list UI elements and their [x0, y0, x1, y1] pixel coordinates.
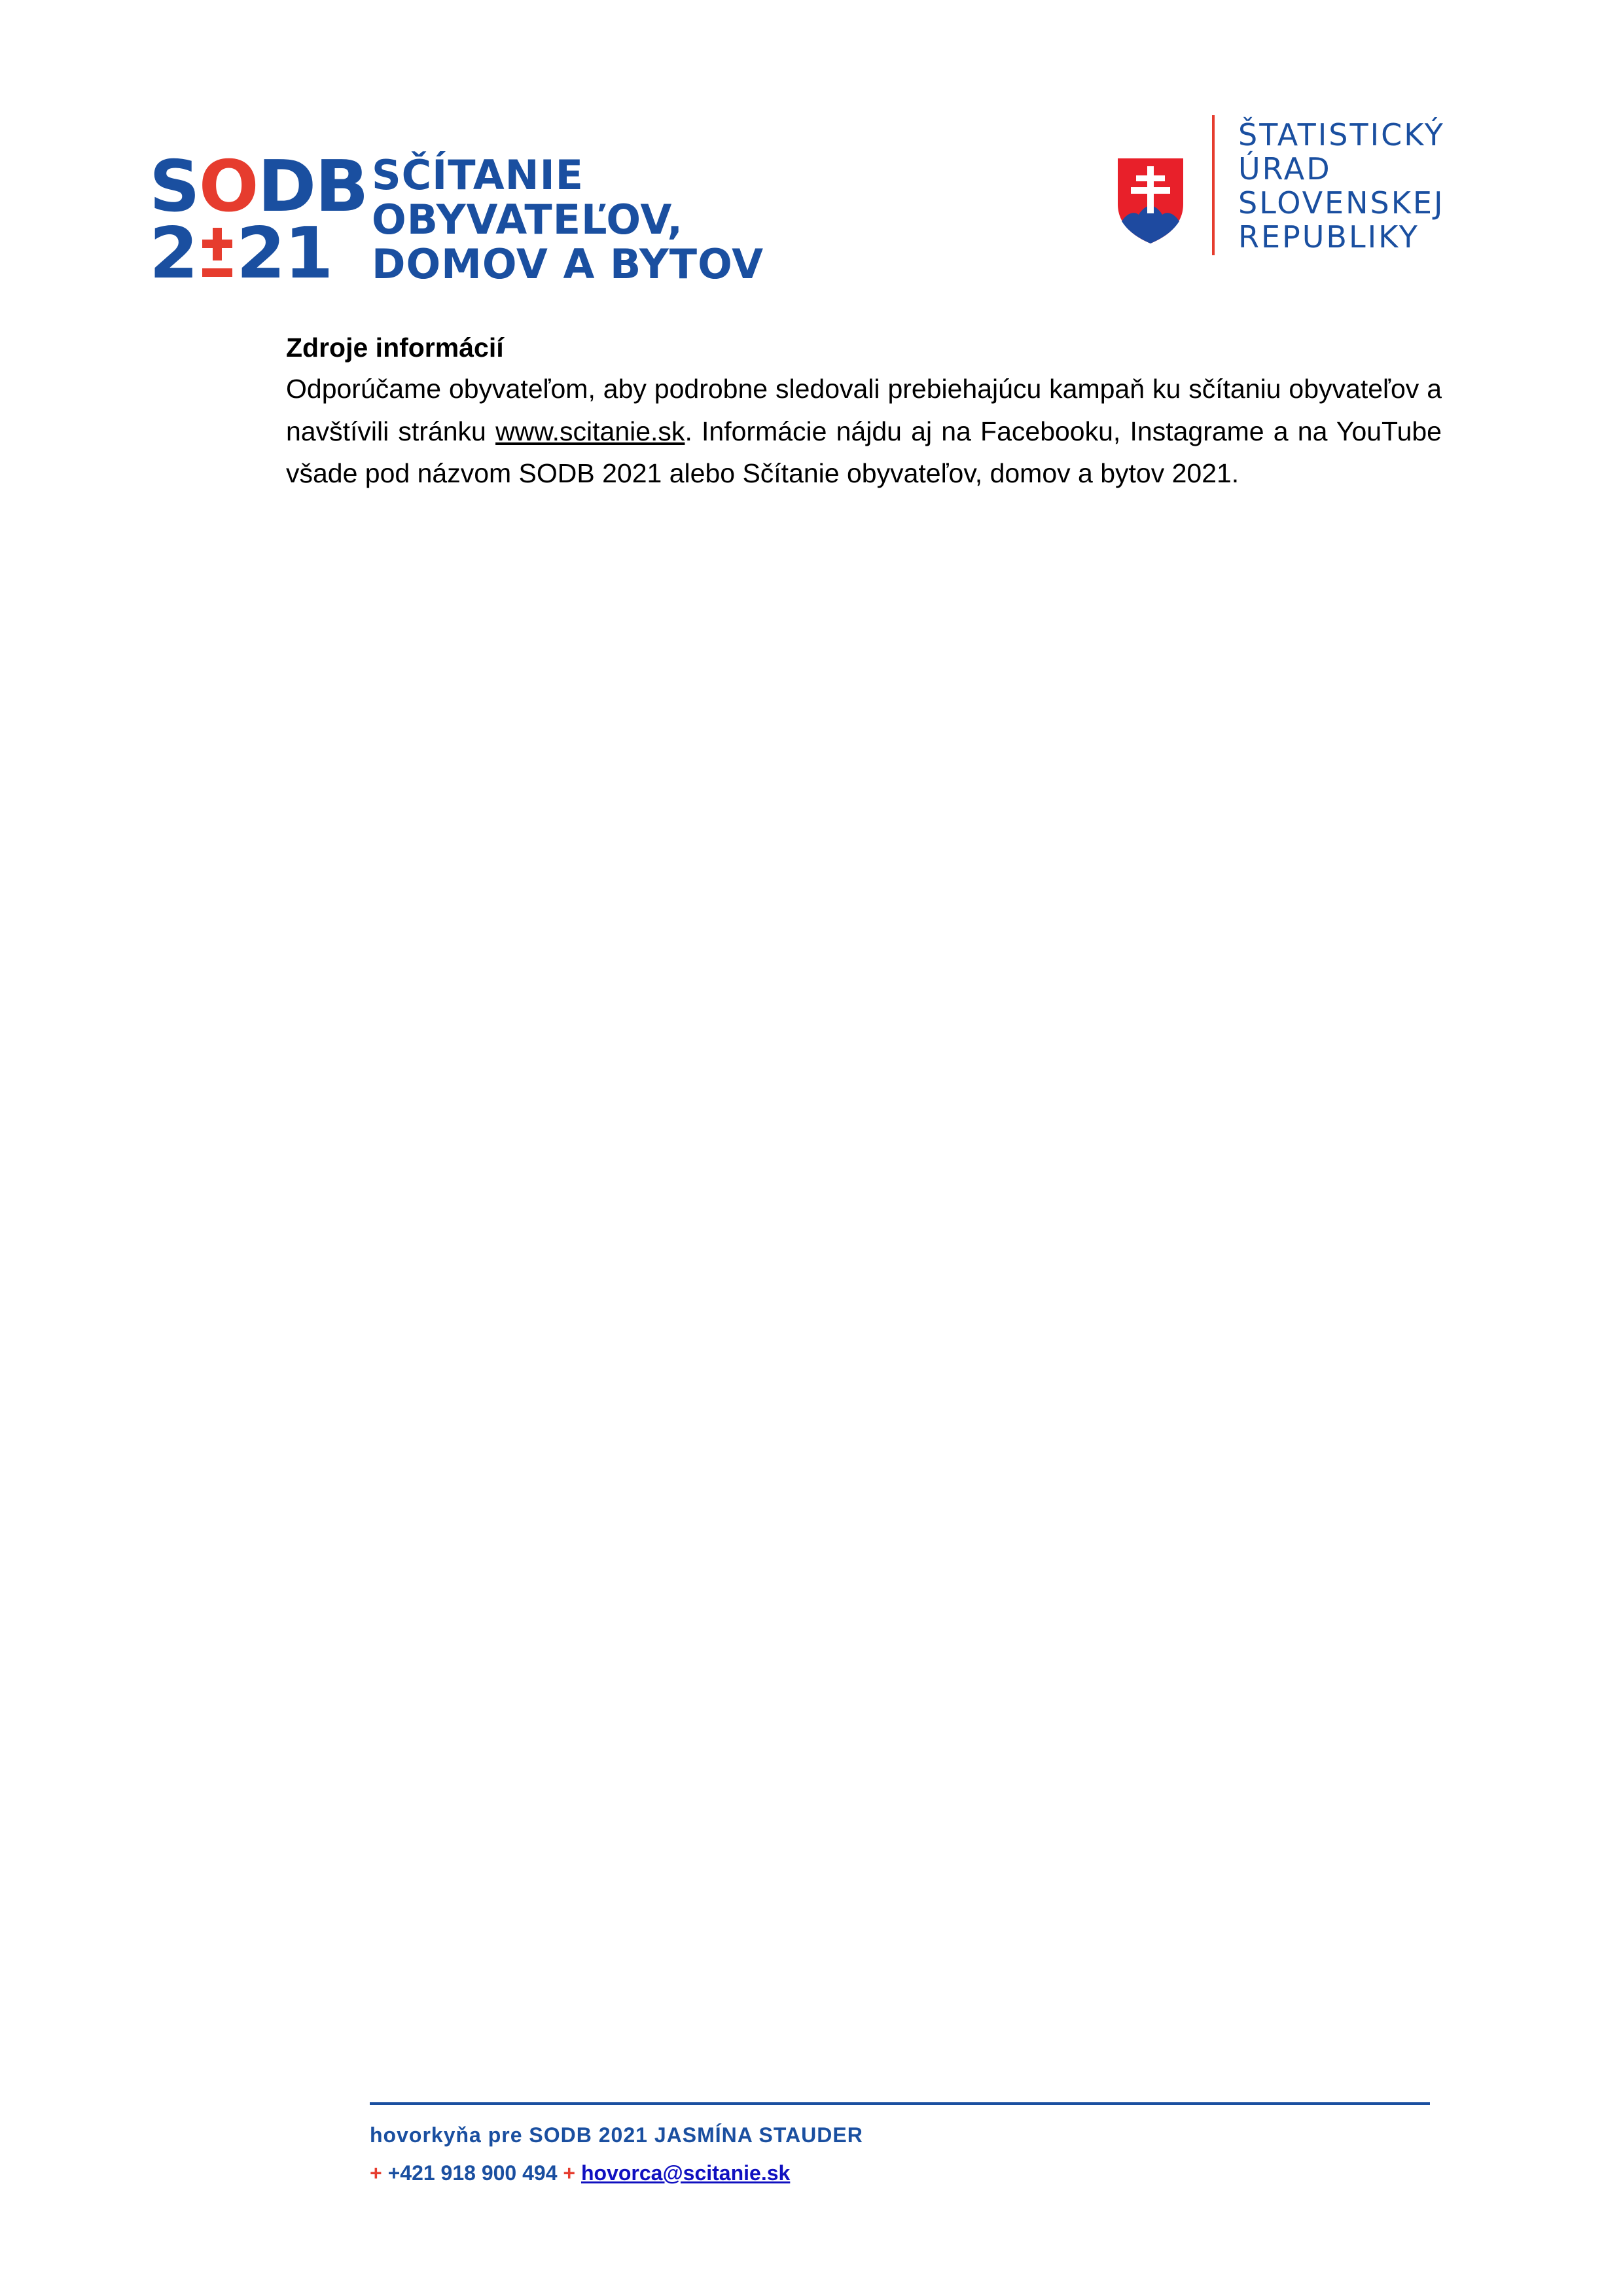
sodb-2021-mark [149, 146, 368, 295]
phone-number[interactable]: +421 918 900 494 [387, 2161, 558, 2185]
office-name-line: SLOVENSKEJ [1238, 185, 1445, 221]
coat-of-arms-icon [1113, 153, 1188, 247]
plus-minus-icon [197, 219, 236, 285]
footer [370, 2102, 1430, 2186]
statistical-office-logo [1113, 113, 1453, 263]
paragraph-text: . Informácie nájdu aj na Facebooku, Instagrame a na YouTube všade pod názvom SODB 2021 alebo Sčítanie obyvateľov, domov a bytov 2021. [286, 416, 1442, 488]
email-link[interactable]: hovorca@scitanie.sk [580, 2161, 791, 2185]
office-name-line: ÚRAD [1238, 151, 1332, 187]
footer-divider [370, 2102, 1430, 2105]
logo-digit-2: 2 [149, 213, 198, 295]
website-link[interactable]: www.scitanie.sk [495, 416, 685, 446]
divider [1212, 115, 1215, 255]
plus-separator: + [563, 2161, 576, 2185]
sodb-title-line: DOMOV A BYTOV [372, 240, 764, 288]
office-name [1238, 118, 1445, 254]
press-release-body [286, 329, 1442, 495]
logo-letter-s: S [149, 146, 199, 228]
logo-digits-21: 21 [236, 213, 332, 295]
spokesperson-line: hovorkyňa pre SODB 2021 JASMÍNA STAUDER [370, 2123, 863, 2147]
logo-letter-d: D [257, 146, 315, 228]
sodb-title-line: SČÍTANIE [372, 151, 584, 199]
paragraph-text: Odporúčame obyvateľom, aby podrobne sledovali prebiehajúcu kampaň ku sčítaniu obyvateľov a navštívili stránku [286, 374, 1442, 446]
office-name-line: ŠTATISTICKÝ [1238, 117, 1445, 152]
office-name-line: REPUBLIKY [1238, 219, 1419, 255]
logo-letter-o: O [198, 146, 258, 228]
body-paragraph [286, 368, 1442, 495]
section-heading: Zdroje informácií [286, 332, 504, 363]
contact-line [370, 2160, 1430, 2186]
plus-separator: + [370, 2161, 382, 2185]
sodb-title [372, 153, 764, 287]
sodb-title-line: OBYVATEĽOV, [372, 196, 683, 243]
sodb-logo [149, 146, 764, 295]
logo-letter-b: B [315, 146, 368, 228]
